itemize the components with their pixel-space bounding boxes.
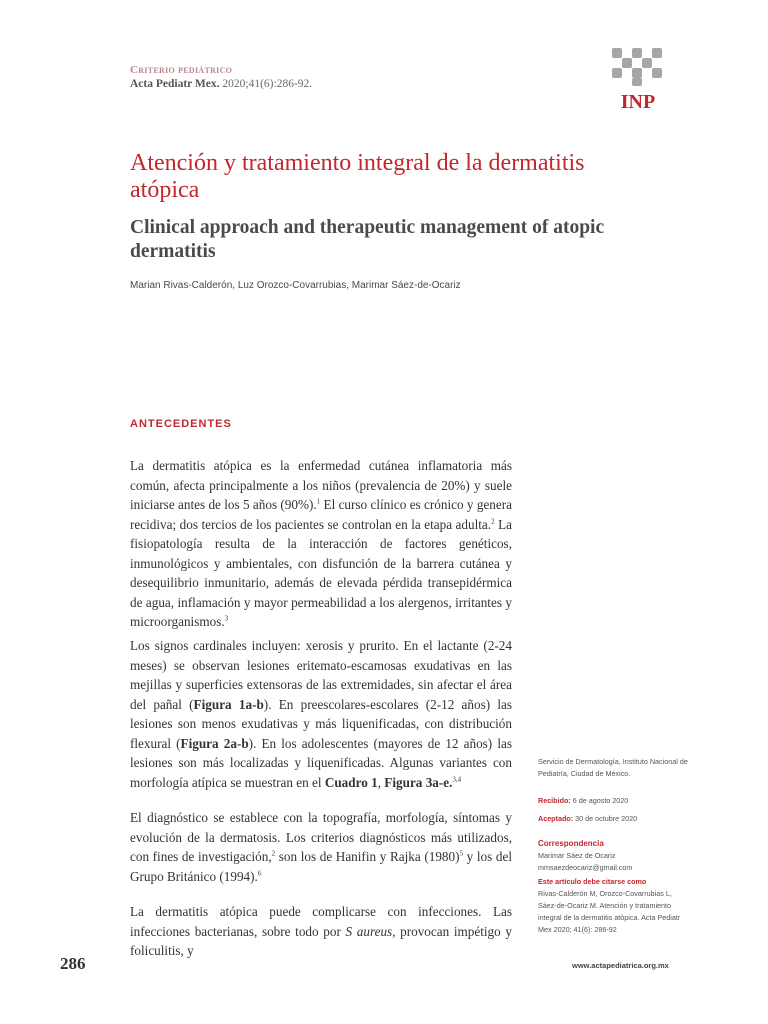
figure-reference: Cuadro 1: [324, 774, 378, 790]
accepted-line: [538, 813, 688, 825]
paragraph-1: La dermatitis atópica es la enfermedad cutánea inflamatoria más común, afecta principalmente a los niños (prevalencia de 20%) y suele iniciarse antes de los 5 años (90%).$^1$ El curso clínico es crónico y genera recidiva; dos tercios de los pacientes se controlan en la etapa adulta.$^2$ La fisiopatología resulta de la interacción de factores genéticos, inmunológicos y ambientales, con disfunción de la barrera cutánea y desequilibrio inmunitario, además de elevada pérdida transepidérmica de agua, inflamación y mayor permeabilidad a los alergenos, irritantes y microorganismos.$^3$: [130, 458, 512, 629]
received-label: Recibido:: [538, 796, 571, 805]
cite-label: Este artículo debe citarse como: [538, 877, 647, 886]
figure-reference: Figura 3a-e.: [384, 774, 453, 790]
inp-logo: [608, 44, 668, 114]
article-title-spanish: Atención y tratamiento integral de la dermatitis atópica: [130, 150, 585, 203]
authors: Marian Rivas-Calderón, Luz Orozco-Covarrubias, Marimar Sáez-de-Ocariz: [130, 280, 461, 291]
paragraph-4: La dermatitis atópica puede complicarse con infecciones. Las infecciones bacterianas, sobre todo por S aureus, provocan impétigo y foliculitis, y: [130, 904, 512, 958]
reference-superscript: 1: [316, 497, 321, 506]
dates-block: [538, 795, 688, 825]
reference-superscript: 3,4: [452, 775, 462, 784]
reference-superscript: 2: [491, 517, 495, 526]
figure-reference: Figura 1a-b: [193, 696, 264, 712]
paragraph-2: Los signos cardinales incluyen: xerosis y prurito. En el lactante (2-24 meses) se observan lesiones eritemato-escamosas exudativas en las mejillas y superficies extensoras de las extremidades, sin afectar el área del pañal (Figura 1a-b). En preescolares-escolares (2-12 años) las lesiones son menos exudativas y más liquenificadas, con distribución flexural (Figura 2a-b). En los adolescentes (mayores de 12 años) las lesiones son más localizadas y liquenificadas. Algunas variantes con morfología atípica se muestran en el Cuadro 1, Figura 3a-e.$^{3,4}$: [130, 638, 512, 790]
website-link[interactable]: www.actapediatrica.org.mx: [572, 961, 669, 970]
received-date: 6 de agosto 2020: [572, 796, 629, 805]
affiliation: [538, 756, 688, 780]
correspondence-email[interactable]: mmsaezdeocariz@gmail.com: [538, 863, 633, 872]
affiliation-text: Servicio de Dermatología, Instituto Nacional de Pediatría, Ciudad de México.: [538, 757, 688, 778]
reference-superscript: 2: [271, 849, 276, 858]
correspondence-label: Correspondencia: [538, 839, 604, 848]
journal-name: Acta Pediatr Mex.: [130, 78, 220, 90]
reference-superscript: 3: [224, 614, 229, 623]
logo-text: INP: [620, 91, 656, 113]
journal-citation: [130, 78, 312, 90]
reference-superscript: 5: [459, 849, 463, 858]
journal-volume: 2020;41(6):286-92.: [222, 78, 313, 90]
correspondence-block: [538, 838, 688, 874]
cite-text: Rivas-Calderón M, Orozco-Covarrubias L, Sáez-de-Ocariz M. Atención y tratamiento integral de la dermatitis atópica. Acta Pediatr Mex 2020; 41(6): 286-92: [538, 889, 681, 934]
accepted-date: 30 de octubre 2020: [575, 814, 638, 823]
received-line: [538, 795, 688, 807]
italic-term: S aureus: [345, 923, 393, 939]
correspondence-name: Marimar Sáez de Ocariz: [538, 851, 616, 860]
section-label: Criterio pediátrico: [130, 64, 233, 76]
paragraph-3: El diagnóstico se establece con la topografía, morfología, síntomas y evolución de la dermatosis. Los criterios diagnósticos más utilizados, con fines de investigación,$^2$ son los de Hanifin y Rajka $(1980)^5$ y los del Grupo Británico (1994).$^6$: [130, 810, 512, 884]
reference-superscript: 6: [257, 869, 262, 878]
figure-reference: Figura 2a-b: [180, 735, 249, 751]
accepted-label: Aceptado:: [538, 814, 574, 823]
page-number: 286: [60, 954, 86, 973]
article-title-english: Clinical approach and therapeutic management of atopic dermatitis: [130, 217, 605, 262]
section-heading: ANTECEDENTES: [130, 418, 232, 430]
inp-logo-icon: [608, 44, 668, 114]
cite-block: [538, 876, 688, 936]
